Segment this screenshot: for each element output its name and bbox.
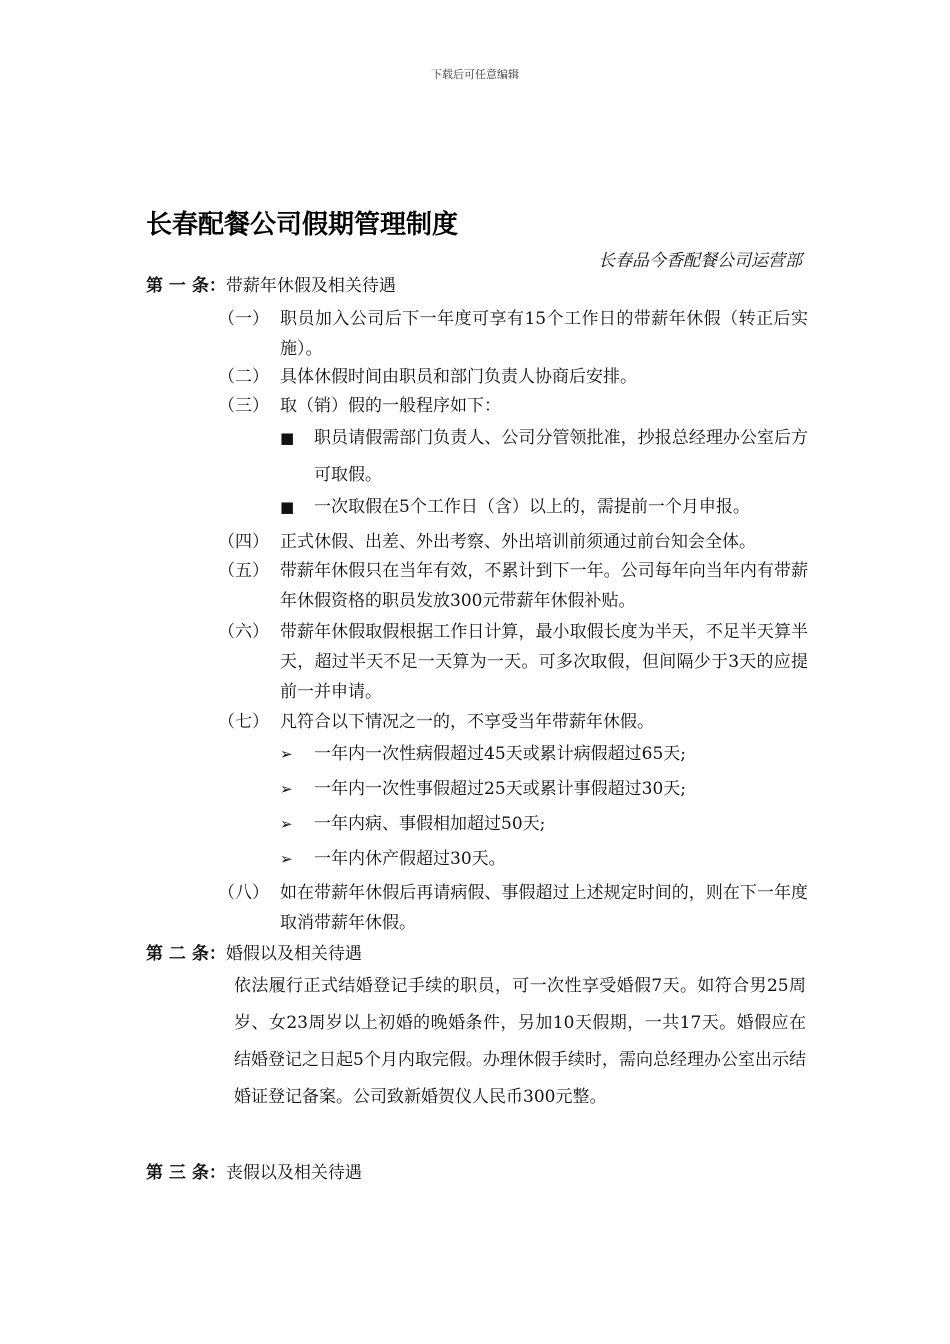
article-1-item-5 — [218, 556, 808, 616]
article-1-item-7-bullet-2 — [280, 773, 808, 805]
item-number: （二） — [218, 367, 269, 387]
bullet-text: 一年内病、事假相加超过50天; — [314, 814, 546, 834]
arrow-bullet-icon: ➢ — [280, 815, 293, 833]
item-number: （四） — [218, 532, 269, 552]
article-1-item-4 — [218, 527, 808, 557]
article-1-item-2 — [218, 362, 808, 392]
bullet-text: 一次取假在5个工作日（含）以上的，需提前一个月申报。 — [314, 497, 750, 517]
article-1-item-6 — [218, 617, 808, 707]
header-note: 下载后可任意编辑 — [431, 68, 519, 81]
article-3-title: 丧假以及相关待遇 — [225, 1163, 362, 1183]
article-3-heading — [146, 1160, 362, 1186]
article-2-title: 婚假以及相关待遇 — [225, 944, 362, 964]
bullet-text: 一年内一次性病假超过45天或累计病假超过65天; — [314, 744, 686, 764]
article-1-item-7-bullet-3 — [280, 808, 808, 840]
item-number: （六） — [218, 622, 269, 642]
square-bullet-icon: ■ — [280, 429, 295, 447]
article-2-label: 第 二 条 — [146, 944, 209, 964]
article-3-colon: ： — [208, 1163, 226, 1183]
article-1-item-3-bullet-1 — [280, 420, 808, 494]
arrow-bullet-icon: ➢ — [280, 850, 293, 868]
article-2-paragraph: 依法履行正式结婚登记手续的职员，可一次性享受婚假7天。如符合男25周岁、女23周岁以上初婚的晚婚条件，另加10天假期，一共17天。婚假应在结婚登记之日起5个月内取完假。办理休假手续时，需向总经理办公室出示结婚证登记备案。公司致新婚贺仪人民币300元整。 — [234, 976, 806, 1107]
bullet-text: 一年内一次性事假超过25天或累计事假超过30天; — [314, 779, 686, 799]
article-1-heading — [146, 273, 396, 299]
item-number: （一） — [218, 309, 269, 329]
square-bullet-icon: ■ — [280, 498, 295, 516]
article-2-heading — [146, 941, 362, 967]
item-number: （五） — [218, 561, 269, 581]
bullet-text: 一年内休产假超过30天。 — [314, 849, 506, 869]
item-number: （八） — [218, 883, 269, 903]
item-text: 职员加入公司后下一年度可享有15个工作日的带薪年休假（转正后实施）。 — [280, 309, 808, 359]
item-number: （三） — [218, 396, 269, 416]
document-title: 长春配餐公司假期管理制度 — [146, 210, 459, 240]
item-text: 带薪年休假取假根据工作日计算，最小取假长度为半天，不足半天算半天，超过半天不足一天算为一天。可多次取假，但间隔少于3天的应提前一并申请。 — [280, 622, 808, 702]
article-1-item-3-bullet-2 — [280, 492, 808, 522]
article-1-item-7 — [218, 707, 808, 737]
bullet-text: 职员请假需部门负责人、公司分管领批准，抄报总经理办公室后方可取假。 — [314, 428, 808, 485]
item-text: 凡符合以下情况之一的，不享受当年带薪年休假。 — [280, 712, 654, 732]
article-1-item-7-bullet-4 — [280, 843, 808, 875]
article-3-label: 第 三 条 — [146, 1163, 209, 1183]
article-1-item-8 — [218, 878, 808, 938]
item-text: 带薪年休假只在当年有效，不累计到下一年。公司每年向当年内有带薪年休假资格的职员发放300元带薪年休假补贴。 — [280, 561, 808, 611]
article-1-item-1 — [218, 304, 808, 364]
article-1-colon: ： — [208, 276, 226, 296]
article-2-colon: ： — [208, 944, 226, 964]
arrow-bullet-icon: ➢ — [280, 745, 293, 763]
item-text: 如在带薪年休假后再请病假、事假超过上述规定时间的，则在下一年度取消带薪年休假。 — [280, 883, 808, 933]
article-1-title: 带薪年休假及相关待遇 — [225, 276, 396, 296]
article-1-item-3 — [218, 391, 808, 421]
item-text: 具体休假时间由职员和部门负责人协商后安排。 — [280, 367, 637, 387]
arrow-bullet-icon: ➢ — [280, 780, 293, 798]
item-text: 取（销）假的一般程序如下： — [280, 396, 501, 416]
item-text: 正式休假、出差、外出考察、外出培训前须通过前台知会全体。 — [280, 532, 756, 552]
item-number: （七） — [218, 712, 269, 732]
article-1-label: 第 一 条 — [146, 276, 209, 296]
article-1-item-7-bullet-1 — [280, 738, 808, 770]
document-author: 长春品今香配餐公司运营部 — [598, 251, 802, 271]
